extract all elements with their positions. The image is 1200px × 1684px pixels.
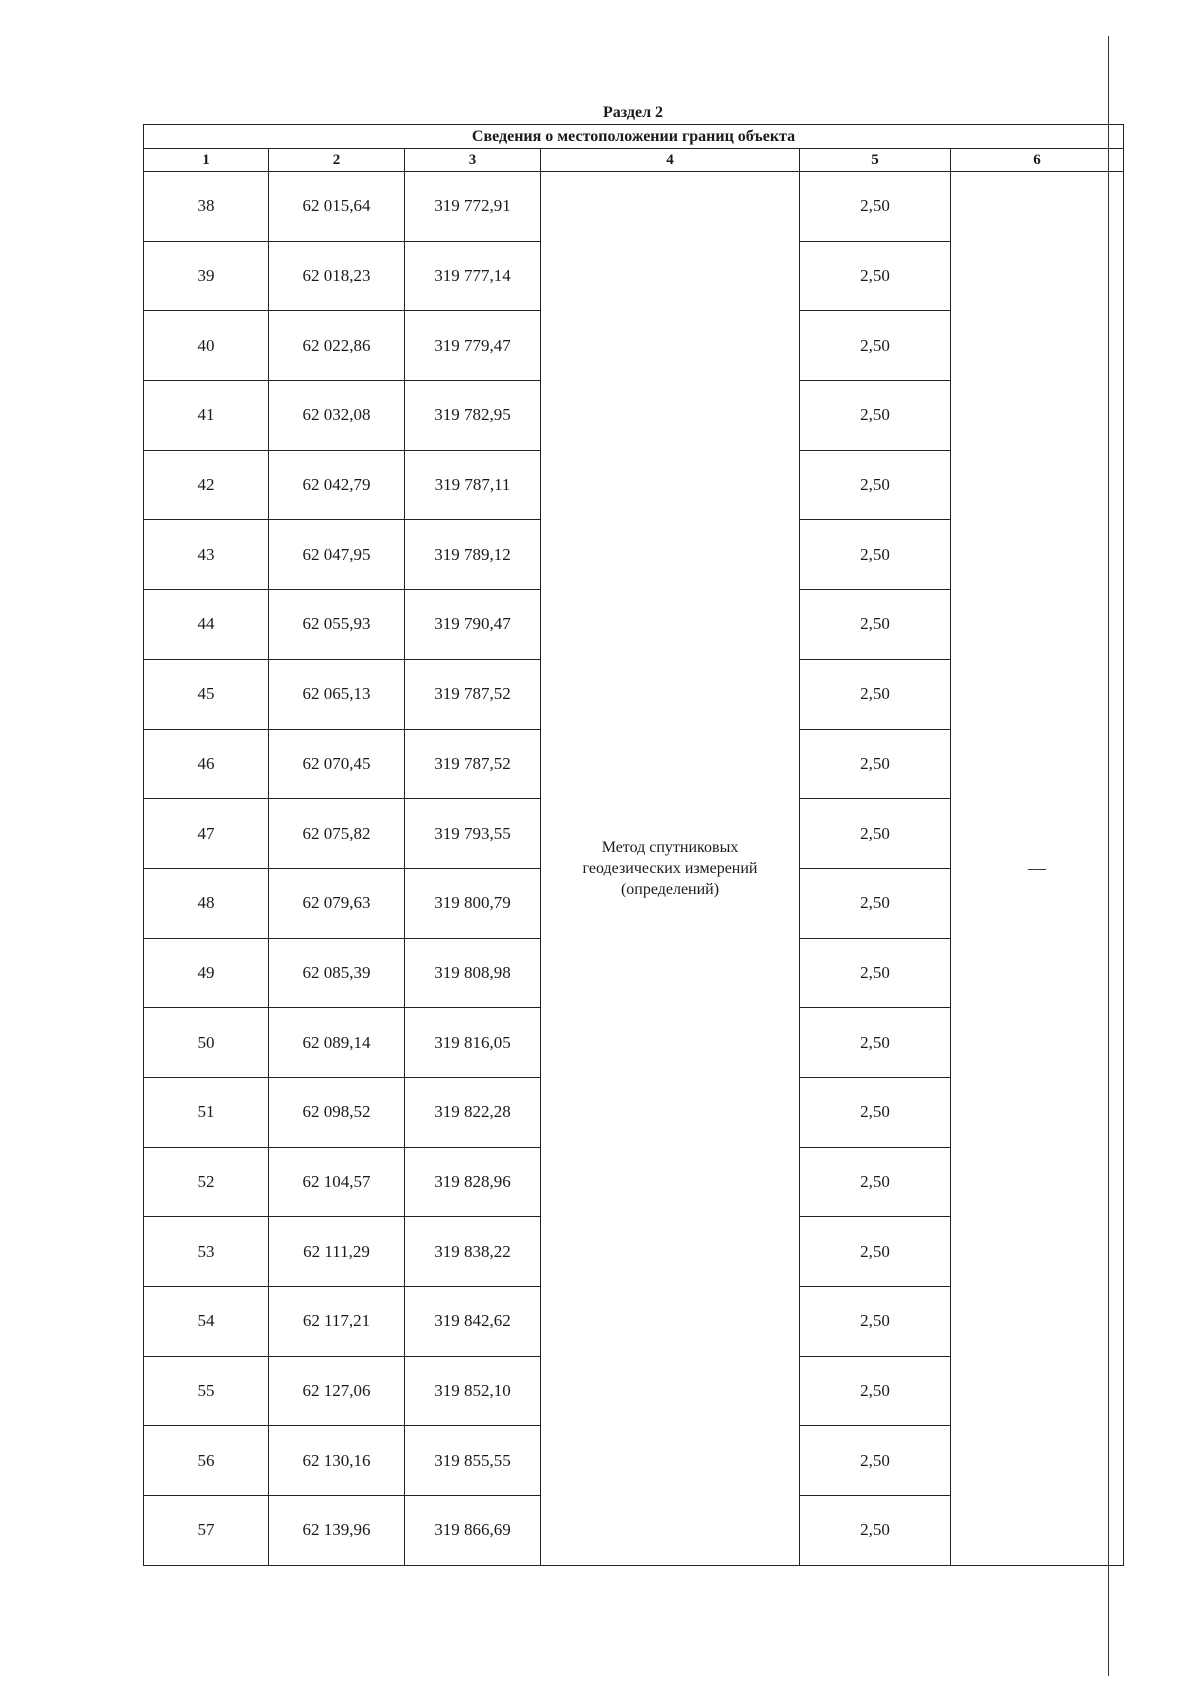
x-coordinate-cell: 62 042,79 xyxy=(269,450,405,520)
x-coordinate-cell: 62 055,93 xyxy=(269,590,405,660)
x-coordinate-cell: 62 130,16 xyxy=(269,1426,405,1496)
column-number: 3 xyxy=(405,149,541,172)
column-number: 4 xyxy=(541,149,800,172)
point-number-cell: 54 xyxy=(144,1287,269,1357)
accuracy-cell: 2,50 xyxy=(800,520,951,590)
x-coordinate-cell: 62 117,21 xyxy=(269,1287,405,1357)
method-text-line: (определений) xyxy=(620,880,720,898)
column-number: 5 xyxy=(800,149,951,172)
x-coordinate-cell: 62 047,95 xyxy=(269,520,405,590)
point-number-cell: 44 xyxy=(144,590,269,660)
y-coordinate-cell: 319 787,11 xyxy=(405,450,541,520)
accuracy-cell: 2,50 xyxy=(800,381,951,451)
point-number-cell: 39 xyxy=(144,241,269,311)
x-coordinate-cell: 62 022,86 xyxy=(269,311,405,381)
column-number: 1 xyxy=(144,149,269,172)
column6-cell: — xyxy=(951,172,1124,1566)
x-coordinate-cell: 62 065,13 xyxy=(269,659,405,729)
y-coordinate-cell: 319 790,47 xyxy=(405,590,541,660)
point-number-cell: 57 xyxy=(144,1496,269,1566)
y-coordinate-cell: 319 808,98 xyxy=(405,938,541,1008)
point-number-cell: 51 xyxy=(144,1077,269,1147)
y-coordinate-cell: 319 866,69 xyxy=(405,1496,541,1566)
accuracy-cell: 2,50 xyxy=(800,659,951,729)
accuracy-cell: 2,50 xyxy=(800,1356,951,1426)
table-row xyxy=(144,172,1124,242)
y-coordinate-cell: 319 842,62 xyxy=(405,1287,541,1357)
column-number: 2 xyxy=(269,149,405,172)
table-title: Сведения о местоположении границ объекта xyxy=(144,125,1124,149)
accuracy-cell: 2,50 xyxy=(800,590,951,660)
y-coordinate-cell: 319 793,55 xyxy=(405,799,541,869)
x-coordinate-cell: 62 085,39 xyxy=(269,938,405,1008)
column-number-row xyxy=(144,149,1124,172)
x-coordinate-cell: 62 015,64 xyxy=(269,172,405,242)
boundary-coordinates-table xyxy=(143,124,1124,1566)
method-text-line: Метод спутниковых xyxy=(601,838,739,856)
x-coordinate-cell: 62 089,14 xyxy=(269,1008,405,1078)
y-coordinate-cell: 319 822,28 xyxy=(405,1077,541,1147)
x-coordinate-cell: 62 032,08 xyxy=(269,381,405,451)
x-coordinate-cell: 62 111,29 xyxy=(269,1217,405,1287)
point-number-cell: 38 xyxy=(144,172,269,242)
point-number-cell: 45 xyxy=(144,659,269,729)
y-coordinate-cell: 319 772,91 xyxy=(405,172,541,242)
point-number-cell: 41 xyxy=(144,381,269,451)
point-number-cell: 55 xyxy=(144,1356,269,1426)
accuracy-cell: 2,50 xyxy=(800,1287,951,1357)
method-text-line: геодезических измерений xyxy=(582,859,758,877)
accuracy-cell: 2,50 xyxy=(800,1426,951,1496)
accuracy-cell: 2,50 xyxy=(800,1008,951,1078)
y-coordinate-cell: 319 777,14 xyxy=(405,241,541,311)
y-coordinate-cell: 319 787,52 xyxy=(405,659,541,729)
y-coordinate-cell: 319 816,05 xyxy=(405,1008,541,1078)
point-number-cell: 56 xyxy=(144,1426,269,1496)
y-coordinate-cell: 319 800,79 xyxy=(405,868,541,938)
section-label: Раздел 2 xyxy=(602,104,664,121)
accuracy-cell: 2,50 xyxy=(800,172,951,242)
accuracy-cell: 2,50 xyxy=(800,241,951,311)
accuracy-cell: 2,50 xyxy=(800,799,951,869)
point-number-cell: 52 xyxy=(144,1147,269,1217)
y-coordinate-cell: 319 838,22 xyxy=(405,1217,541,1287)
accuracy-cell: 2,50 xyxy=(800,311,951,381)
point-number-cell: 48 xyxy=(144,868,269,938)
accuracy-cell: 2,50 xyxy=(800,729,951,799)
point-number-cell: 53 xyxy=(144,1217,269,1287)
point-number-cell: 43 xyxy=(144,520,269,590)
y-coordinate-cell: 319 855,55 xyxy=(405,1426,541,1496)
point-number-cell: 46 xyxy=(144,729,269,799)
accuracy-cell: 2,50 xyxy=(800,1147,951,1217)
y-coordinate-cell: 319 782,95 xyxy=(405,381,541,451)
point-number-cell: 40 xyxy=(144,311,269,381)
method-cell xyxy=(541,172,800,1566)
accuracy-cell: 2,50 xyxy=(800,1217,951,1287)
point-number-cell: 50 xyxy=(144,1008,269,1078)
y-coordinate-cell: 319 779,47 xyxy=(405,311,541,381)
x-coordinate-cell: 62 098,52 xyxy=(269,1077,405,1147)
accuracy-cell: 2,50 xyxy=(800,1077,951,1147)
accuracy-cell: 2,50 xyxy=(800,868,951,938)
accuracy-cell: 2,50 xyxy=(800,1496,951,1566)
x-coordinate-cell: 62 139,96 xyxy=(269,1496,405,1566)
y-coordinate-cell: 319 828,96 xyxy=(405,1147,541,1217)
x-coordinate-cell: 62 079,63 xyxy=(269,868,405,938)
point-number-cell: 49 xyxy=(144,938,269,1008)
y-coordinate-cell: 319 789,12 xyxy=(405,520,541,590)
x-coordinate-cell: 62 075,82 xyxy=(269,799,405,869)
x-coordinate-cell: 62 104,57 xyxy=(269,1147,405,1217)
column-number: 6 xyxy=(951,149,1124,172)
y-coordinate-cell: 319 852,10 xyxy=(405,1356,541,1426)
y-coordinate-cell: 319 787,52 xyxy=(405,729,541,799)
table-body xyxy=(144,172,1124,1566)
x-coordinate-cell: 62 127,06 xyxy=(269,1356,405,1426)
x-coordinate-cell: 62 018,23 xyxy=(269,241,405,311)
point-number-cell: 47 xyxy=(144,799,269,869)
point-number-cell: 42 xyxy=(144,450,269,520)
accuracy-cell: 2,50 xyxy=(800,938,951,1008)
accuracy-cell: 2,50 xyxy=(800,450,951,520)
x-coordinate-cell: 62 070,45 xyxy=(269,729,405,799)
